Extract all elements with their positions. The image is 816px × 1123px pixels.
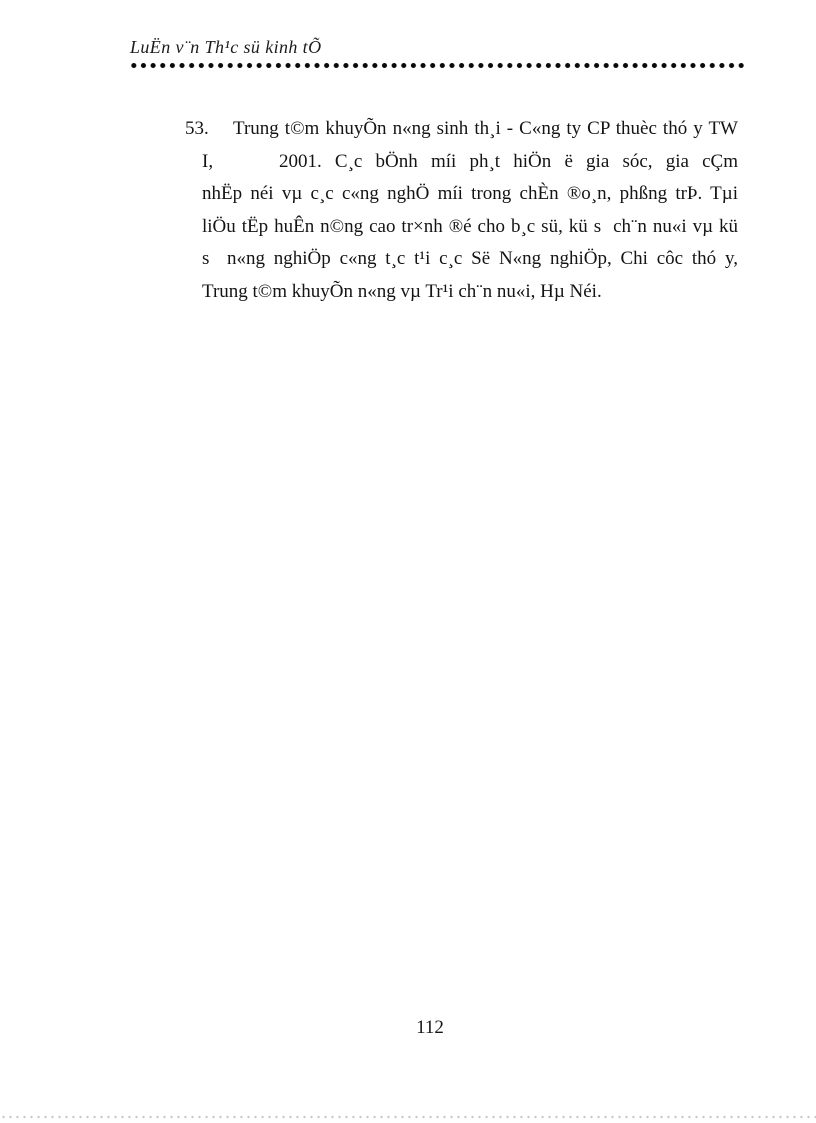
page-number: 112 bbox=[416, 1017, 444, 1038]
reference-line: s n«ng nghiÖp c«ng t¸c t¹i c¸c Së N«ng nghiÖp, Chi côc thó y, bbox=[202, 248, 738, 270]
page-boundary-dotted-line bbox=[0, 1115, 816, 1119]
reference-line: I, 2001. C¸c bÖnh míi ph¸t hiÖn ë gia sóc, gia cÇm bbox=[202, 150, 738, 172]
reference-line: nhËp néi vµ c¸c c«ng nghÖ míi trong chÈn ®o¸n, phßng trÞ. Tµi bbox=[202, 183, 738, 205]
reference-line: liÖu tËp huÊn n©ng cao tr×nh ®é cho b¸c sü, kü s ch¨n nu«i vµ kü bbox=[202, 215, 738, 237]
header-dotted-separator bbox=[129, 61, 746, 70]
reference-number: 53. bbox=[185, 118, 209, 139]
reference-entry bbox=[185, 113, 738, 309]
reference-line: Trung t©m khuyÕn n«ng vµ Tr¹i ch¨n nu«i, Hµ Néi. bbox=[202, 280, 602, 302]
page-header-title: LuËn v¨n Th¹c sü kinh tÕ bbox=[130, 37, 322, 57]
reference-line: Trung t©m khuyÕn n«ng sinh th¸i - C«ng ty CP thuèc thó y TW bbox=[233, 118, 738, 139]
